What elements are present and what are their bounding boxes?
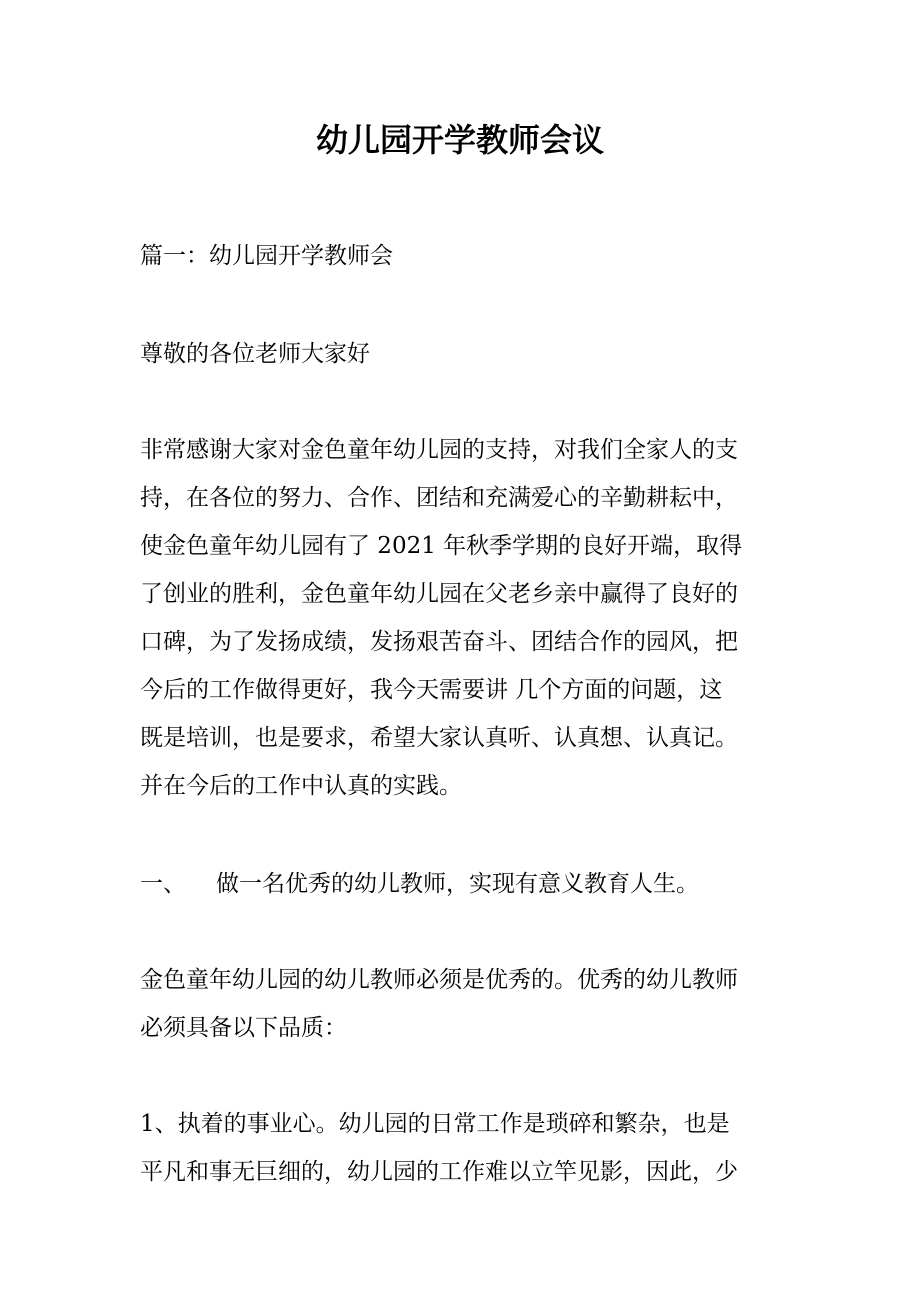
paragraph-line: 必须具备以下品质： bbox=[140, 1015, 347, 1041]
point-one-number: 一、 bbox=[140, 871, 186, 897]
paragraph-line: 非常感谢大家对金色童年幼儿园的支持，对我们全家人的支 bbox=[140, 437, 738, 463]
point-one-heading bbox=[140, 860, 790, 908]
paragraph-line: 1、执着的事业心。幼儿园的日常工作是琐碎和繁杂，也是 bbox=[140, 1111, 730, 1137]
paragraph-line: 金色童年幼儿园的幼儿教师必须是优秀的。优秀的幼儿教师 bbox=[140, 967, 738, 993]
intro-paragraph bbox=[140, 426, 790, 810]
paragraph-line: 使金色童年幼儿园有了 2021 年秋季学期的良好开端，取得 bbox=[140, 533, 743, 559]
paragraph-line: 了创业的胜利，金色童年幼儿园在父老乡亲中赢得了良好的 bbox=[140, 581, 738, 607]
paragraph-line: 口碑，为了发扬成绩，发扬艰苦奋斗、团结合作的园风，把 bbox=[140, 629, 738, 655]
item-one-paragraph bbox=[140, 1100, 790, 1196]
section-heading: 篇一：幼儿园开学教师会 bbox=[140, 243, 393, 269]
point-one-text: 做一名优秀的幼儿教师，实现有意义教育人生。 bbox=[216, 871, 699, 897]
paragraph-line: 既是培训，也是要求，希望大家认真听、认真想、认真记。 bbox=[140, 725, 738, 751]
paragraph-line: 并在今后的工作中认真的实践。 bbox=[140, 773, 462, 799]
paragraph-line: 平凡和事无巨细的，幼儿园的工作难以立竿见影，因此，少 bbox=[140, 1159, 738, 1185]
document-title: 幼儿园开学教师会议 bbox=[315, 121, 604, 159]
qualities-paragraph bbox=[140, 956, 790, 1052]
paragraph-line: 持，在各位的努力、合作、团结和充满爱心的辛勤耕耘中， bbox=[140, 485, 738, 511]
paragraph-line: 今后的工作做得更好，我今天需要讲 几个方面的问题，这 bbox=[140, 677, 723, 703]
greeting-line: 尊敬的各位老师大家好 bbox=[140, 341, 370, 367]
